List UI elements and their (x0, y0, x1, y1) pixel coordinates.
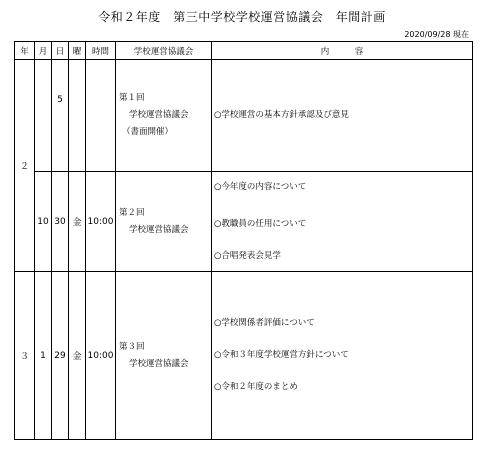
month-cell (35, 60, 52, 172)
content-item: ○令和３年度学校運営方針について (214, 350, 349, 360)
table-row-meeting-3 (15, 272, 473, 440)
day-cell: 29 (52, 272, 69, 440)
header-year: 年 (15, 42, 35, 60)
header-day: 日 (52, 42, 69, 60)
annual-plan-table (14, 41, 473, 440)
meeting-number: 第１回 (119, 93, 145, 103)
time-cell: 10:00 (86, 272, 116, 440)
weekday-cell: 金 (69, 272, 86, 440)
content-cell (212, 172, 473, 272)
day-cell (52, 60, 69, 172)
header-meeting: 学校運営協議会 (116, 42, 212, 60)
content-item: ○今年度の内容について (214, 181, 307, 192)
header-month: 月 (35, 42, 52, 60)
content-item: ○学校関係者評価について (214, 318, 315, 328)
meeting-number: 第２回 (119, 207, 145, 218)
weekday-cell (69, 60, 86, 172)
meeting-number: 第３回 (119, 341, 145, 352)
day-cell: 30 (52, 172, 69, 272)
table-header-row (15, 42, 473, 60)
table-row-meeting-1 (15, 60, 473, 172)
content-item: ○合唱発表会見学 (214, 250, 281, 261)
content-cell (212, 272, 473, 440)
time-cell (86, 60, 116, 172)
meeting-name: 学校運営協議会 (129, 358, 189, 369)
meeting-name-cell (116, 60, 212, 172)
date-note: 2020/09/28 現在 (404, 30, 469, 39)
year-cell-2: ２ (15, 60, 35, 272)
month-cell: 10 (35, 172, 52, 272)
meeting-name-cell (116, 272, 212, 440)
page-title: 令和２年度 第三中学校学校運営協議会 年間計画 (98, 10, 386, 24)
time-cell: 10:00 (86, 172, 116, 272)
content-item: ○令和２年度のまとめ (214, 382, 298, 392)
meeting-mode: （書面開催） (122, 127, 174, 137)
month-cell: 1 (35, 272, 52, 440)
header-weekday: 曜 (69, 42, 86, 60)
content-item: ○学校運営の基本方針承認及び意見 (214, 110, 349, 120)
table-row-meeting-2 (15, 172, 473, 272)
content-item: ○教職員の任用について (214, 218, 307, 229)
day-value: 5 (57, 94, 63, 105)
year-cell-3: ３ (15, 272, 35, 440)
meeting-name-cell (116, 172, 212, 272)
content-cell (212, 60, 473, 172)
weekday-cell: 金 (69, 172, 86, 272)
header-time: 時間 (86, 42, 116, 60)
meeting-name: 学校運営協議会 (129, 110, 189, 120)
header-content: 内 容 (212, 42, 473, 60)
meeting-name: 学校運営協議会 (129, 224, 189, 235)
